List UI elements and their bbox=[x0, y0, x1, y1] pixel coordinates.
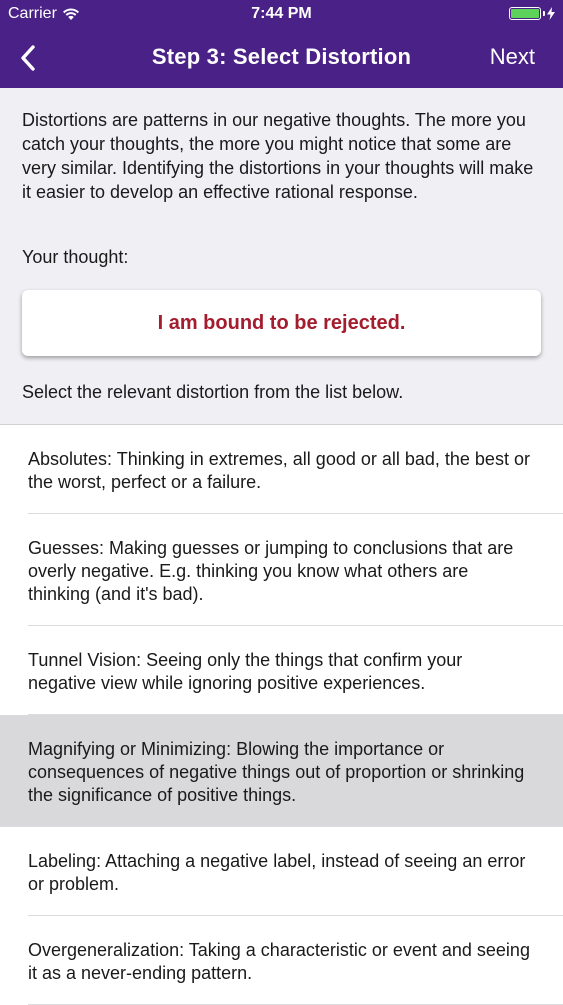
battery-icon bbox=[509, 7, 541, 20]
status-bar bbox=[0, 0, 563, 28]
distortion-item-label: Tunnel Vision: Seeing only the things that confirm your negative view while ignoring positive experiences. bbox=[28, 650, 463, 693]
distortion-item-guesses[interactable] bbox=[0, 514, 563, 626]
distortion-item-label: Overgeneralization: Taking a characteristic or event and seeing it as a never-ending pattern. bbox=[28, 940, 530, 983]
status-time: 7:44 PM bbox=[251, 5, 312, 22]
distortion-item-label: Absolutes: Thinking in extremes, all good or all bad, the best or the worst, perfect or a failure. bbox=[28, 449, 530, 492]
intro-description: Distortions are patterns in our negative thoughts. The more you catch your thoughts, the more you might notice that some are very similar. Identifying the distortions in your thoughts will make it easier to develop an effective rational response. bbox=[22, 110, 534, 202]
distortion-item-label: Guesses: Making guesses or jumping to conclusions that are overly negative. E.g. thinking you know what others are thinking (and it's bad). bbox=[28, 538, 514, 604]
page-title: Step 3: Select Distortion bbox=[151, 44, 412, 69]
distortion-item-labeling[interactable] bbox=[0, 827, 563, 916]
thought-card bbox=[22, 290, 541, 356]
distortion-item-label: Labeling: Attaching a negative label, instead of seeing an error or problem. bbox=[28, 851, 526, 894]
carrier-label: Carrier bbox=[8, 5, 57, 22]
battery-level-fill bbox=[511, 9, 539, 18]
header bbox=[0, 0, 563, 88]
your-thought-label: Your thought: bbox=[22, 247, 129, 267]
distortion-item-overgeneralization[interactable] bbox=[0, 916, 563, 1005]
battery-nub bbox=[543, 11, 545, 16]
charging-bolt-icon bbox=[547, 7, 555, 20]
battery-indicator bbox=[509, 7, 555, 20]
instruction-text: Select the relevant distortion from the list below. bbox=[22, 382, 404, 402]
distortion-item-absolutes[interactable] bbox=[0, 425, 563, 514]
distortion-item-tunnel-vision[interactable] bbox=[0, 626, 563, 715]
distortion-item-magnifying-or-minimizing[interactable] bbox=[0, 715, 563, 827]
distortion-list bbox=[0, 424, 563, 1005]
nav-bar bbox=[0, 28, 563, 88]
next-button[interactable]: Next bbox=[489, 44, 535, 69]
thought-text: I am bound to be rejected. bbox=[157, 311, 406, 334]
intro-section bbox=[0, 88, 563, 424]
distortion-item-label: Magnifying or Minimizing: Blowing the importance or consequences of negative things out of proportion or shrinking the significance of positive things. bbox=[28, 739, 525, 805]
